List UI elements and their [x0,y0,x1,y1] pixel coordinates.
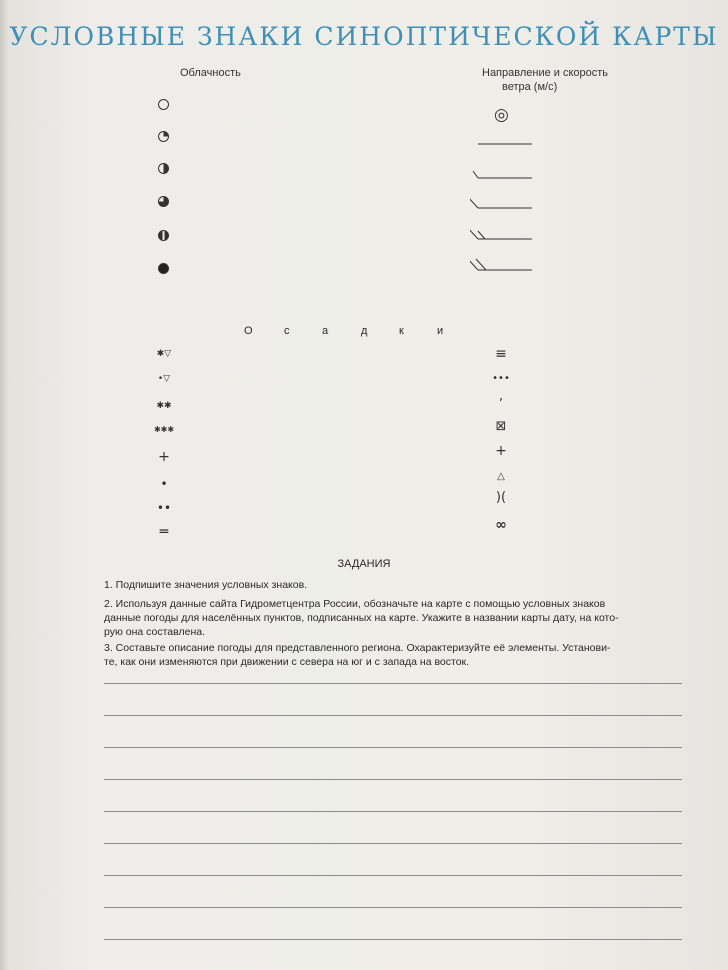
snow-icon: ✱✱ [156,401,172,411]
precip-letter-1: О [244,325,253,337]
snow-shower-icon: ✱▽ [156,349,172,359]
tasks-heading: ЗАДАНИЯ [337,558,391,570]
cloud-broken-icon [158,230,169,241]
blowing-snow-icon: + [158,449,170,465]
rain-icon: • [160,477,168,491]
heavy-snow-icon: ✱✱✱ [153,425,175,434]
answer-line[interactable] [104,843,682,844]
task-1: 1. Подпишите значения условных знаков. [104,579,308,591]
mist-icon: ∞ [495,517,507,533]
cloudiness-heading: Облачность [180,67,241,79]
wind-heading-line1: Направление и скорость [482,67,609,79]
answer-line[interactable] [104,907,682,908]
page-title: УСЛОВНЫЕ ЗНАКИ СИНОПТИЧЕСКОЙ КАРТЫ [9,22,719,51]
cloud-quarter-icon [158,131,169,142]
haze-icon: ≡ [495,346,507,362]
thunderstorm-icon: ⊠ [495,419,507,434]
answer-line[interactable] [104,779,682,780]
snowstorm-icon: + [495,443,507,459]
precip-letter-4: д [361,325,368,337]
task-2-line3: рую она составлена. [104,626,206,638]
page-edge [0,0,10,970]
answer-line[interactable] [104,811,682,812]
precip-letter-6: и [437,325,444,337]
cloud-three-quarter-icon [158,196,169,207]
cloud-half-icon [158,163,169,174]
task-2-line1: 2. Используя данные сайта Гидрометцентра России, обозначьте на карте с помощью условных знаков [104,598,606,610]
rain-shower-icon: •▽ [157,374,171,384]
answer-line[interactable] [104,683,682,684]
wind-heading-line2: ветра (м/с) [502,81,558,93]
precip-letter-5: к [399,325,404,337]
precip-letter-2: с [284,325,290,337]
answer-line[interactable] [104,715,682,716]
wind-barbs-icon [470,136,536,276]
light-drizzle-icon: ’ [498,397,504,412]
dew-icon: )( [495,490,507,505]
hail-icon: △ [497,471,505,482]
answer-line[interactable] [104,747,682,748]
task-3-line1: 3. Составьте описание погоды для представленного региона. Охарактеризуйте её элементы. Установи- [104,642,611,654]
task-2-line2: данные погоды для населённых пунктов, подписанных на карте. Укажите в названии карты дату, на кото- [104,612,619,624]
fog-icon: ═ [159,524,169,540]
cloud-overcast-icon [158,263,169,274]
wind-calm-icon: ◎ [494,105,509,125]
answer-line[interactable] [104,939,682,940]
cloud-clear-icon [158,99,169,110]
drizzle-icon: ••• [492,373,510,384]
heavy-rain-icon: •• [156,501,172,515]
answer-line[interactable] [104,875,682,876]
task-3-line2: те, как они изменяются при движении с севера на юг и с запада на восток. [104,656,470,668]
precip-letter-3: а [322,325,329,337]
